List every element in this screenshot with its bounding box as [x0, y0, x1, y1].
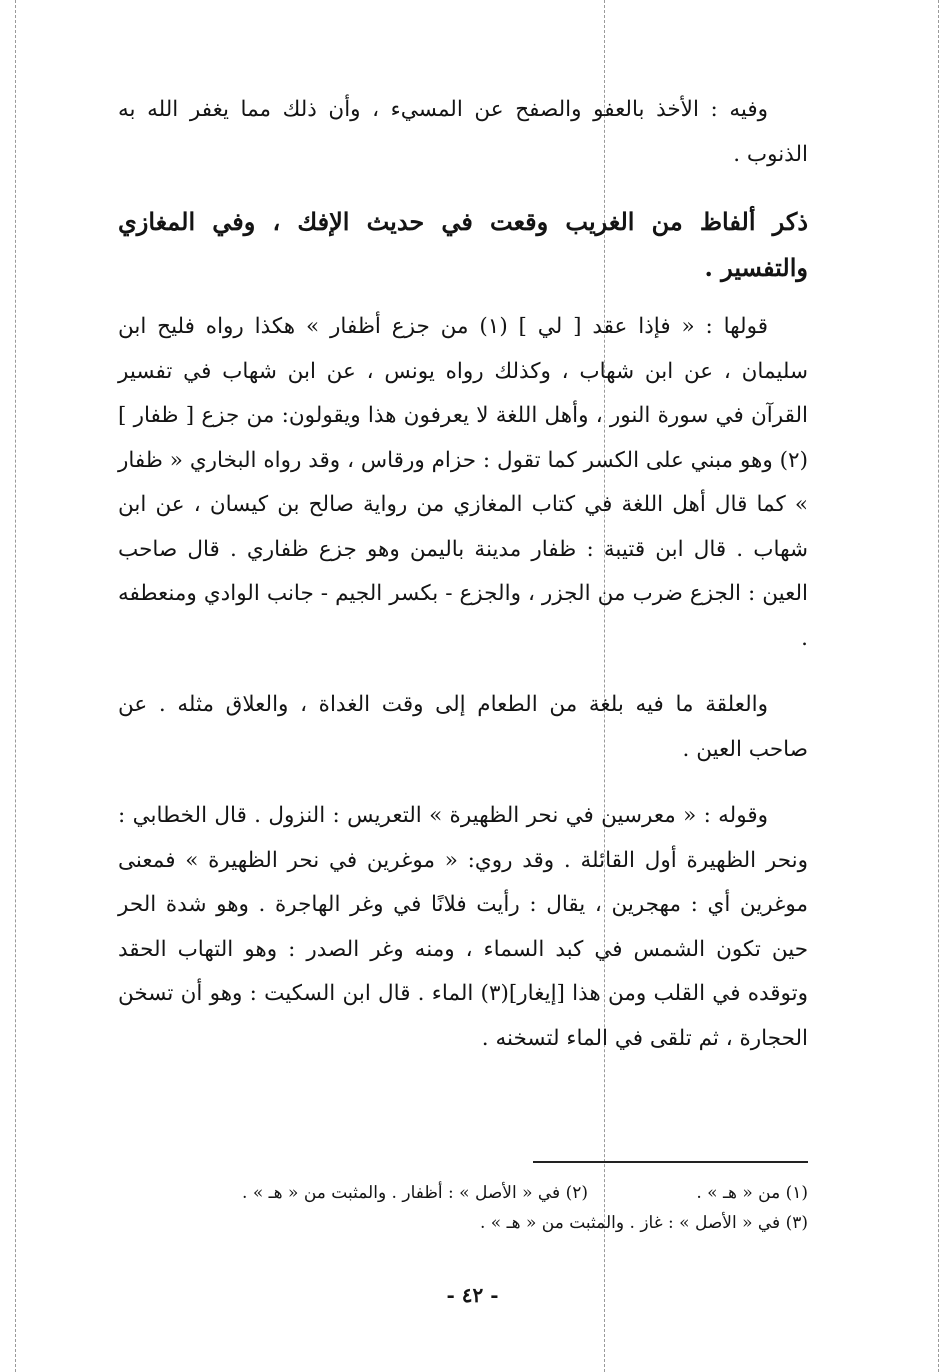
page-number: - ٤٢ - — [446, 1283, 499, 1307]
footnote-separator — [533, 1161, 808, 1163]
scan-guide-line-right — [938, 0, 939, 1372]
footnote-row-1 — [150, 1178, 808, 1208]
footnote-1: (١) من « هـ » . — [696, 1183, 808, 1203]
page-body — [118, 88, 808, 1083]
footnote-2: (٢) في « الأصل » : أظفار . والمثبت من « هـ » . — [242, 1183, 588, 1203]
paragraph-muarrisin: وقوله : « معرسين في نحر الظهيرة » التعريس : النزول . قال الخطابي : ونحر الظهيرة أول القائلة . وقد روي: « موغرين في نحر الظهيرة » فمعنى موغرين أي : مهجرين ، يقال : رأيت فلانًا في وغر الهاجرة . وهو شدة الحر حين تكون الشمس في كبد السماء ، ومنه وغر الصدر : وهو التهاب الحقد وتوقده في القلب ومن هذا [إيغار](٣) الماء . قال ابن السكيت : وهو أن تسخن الحجارة ، ثم تلقى في الماء لتسخنه . — [118, 803, 808, 1051]
section-heading: ذكر ألفاظ من الغريب وقعت في حديث الإفك ، وفي المغازي والتفسير . — [118, 207, 809, 282]
paragraph-jaz-dhafar: قولها : « فإذا عقد [ لي ] (١) من جزع أظفار » هكذا رواه فليح ابن سليمان ، عن ابن شهاب ، وكذلك رواه يونس ، عن ابن شهاب في تفسير القرآن في سورة النور ، وأهل اللغة لا يعرفون هذا ويقولون: من جزع [ ظفار ] (٢) وهو مبني على الكسر كما تقول : حزام ورقاس ، وقد رواه البخاري « ظفار » كما قال أهل اللغة في كتاب المغازي من رواية صالح بن كيسان ، عن ابن شهاب . قال ابن قتيبة : ظفار مدينة باليمن وهو جزع ظفاري . قال صاحب العين : الجزع ضرب من الجزر ، والجزع - بكسر الجيم - جانب الوادي ومنعطفه . — [118, 314, 808, 651]
paragraph-intro: وفيه : الأخذ بالعفو والصفح عن المسيء ، وأن ذلك مما يغفر الله به الذنوب . — [118, 97, 808, 167]
footnotes — [150, 1178, 808, 1238]
scan-guide-line-left — [15, 0, 16, 1372]
footnote-row-2 — [150, 1208, 808, 1238]
footnote-3: (٣) في « الأصل » : غاز . والمثبت من « هـ » . — [480, 1213, 808, 1233]
paragraph-al-ulqa: والعلقة ما فيه بلغة من الطعام إلى وقت الغداة ، والعلاق مثله . عن صاحب العين . — [118, 692, 808, 762]
